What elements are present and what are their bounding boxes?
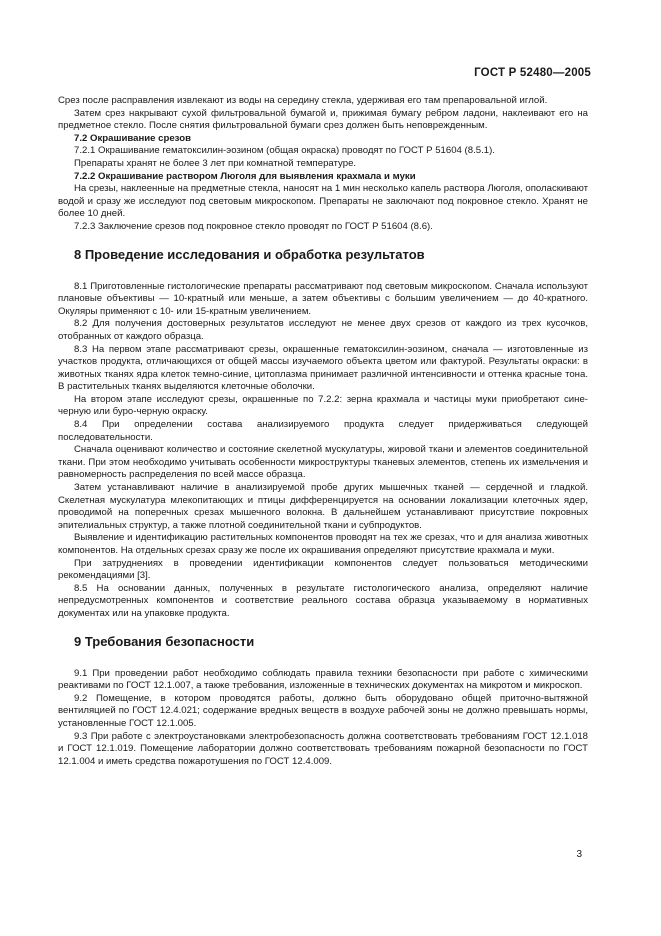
subsection-heading-7-2-2: 7.2.2 Окрашивание раствором Люголя для выявления крахмала и муки xyxy=(74,170,416,182)
document-body xyxy=(58,95,588,768)
paragraph-9-3: 9.3 При работе с электроустановками электробезопасность должна соответствовать требованиям ГОСТ 12.1.018 и ГОСТ 12.1.019. Помещение лаборатории должно соответствовать требованиям пожарной безопасности по ГОСТ 12.1.004 и иметь средства пожаротушения по ГОСТ 12.4.009. xyxy=(58,730,588,767)
paragraph: Затем устанавливают наличие в анализируемой пробе других мышечных тканей — сердечной и гладкой. Скелетная мускулатура млекопитающих и птицы дифференцируется на основании локализации клеточных ядер, проводимой на поперечных срезах мышечного волокна. В дальнейшем устанавливают присутствие покровных эпителиальных структур, а также плотной соединительной ткани и субпродуктов. xyxy=(58,482,588,531)
document-header: ГОСТ Р 52480—2005 xyxy=(474,67,591,79)
paragraph: Препараты хранят не более 3 лет при комнатной температуре. xyxy=(74,157,357,169)
paragraph-7-2-3: 7.2.3 Заключение срезов под покровное стекло проводят по ГОСТ Р 51604 (8.6). xyxy=(74,220,433,232)
paragraph-8-1: 8.1 Приготовленные гистологические препараты рассматривают под световым микроскопом. Сначала используют плановые объективы — 10-кратный или меньше, а затем объективы с большим увеличением — до 40-кратного. Окуляры применяют с 10- или 15-кратным увеличением. xyxy=(58,280,588,317)
paragraph: Сначала оценивают количество и состояние скелетной мускулатуры, жировой ткани и элементов соединительной ткани. При этом необходимо учитывать особенности микроструктуры тканевых элементов, степень их измельчения и равномерность распределения по всей массе образца. xyxy=(58,444,588,481)
section-heading-8: 8 Проведение исследования и обработка результатов xyxy=(74,246,425,262)
paragraph-7-2-1: 7.2.1 Окрашивание гематоксилин-эозином (общая окраска) проводят по ГОСТ Р 51604 (8.5.1). xyxy=(74,145,495,157)
paragraph-7-2-2: На срезы, наклеенные на предметные стекла, наносят на 1 мин несколько капель раствора Люголя, ополаскивают водой и сразу же исследуют под световым микроскопом. Препараты не заключают под покровное стекло. Хранят не более 10 дней. xyxy=(58,183,588,220)
paragraph: На втором этапе исследуют срезы, окрашенные по 7.2.2: зерна крахмала и частицы муки приобретают сине-черную или буро-черную окраску. xyxy=(58,393,588,418)
paragraph-8-2: 8.2 Для получения достоверных результатов исследуют не менее двух срезов от каждого из трех кусочков, отобранных от каждого образца. xyxy=(58,318,588,342)
paragraph-8-4: 8.4 При определении состава анализируемого продукта следует придерживаться следующей последовательности. xyxy=(58,419,588,443)
paragraph-8-5: 8.5 На основании данных, полученных в результате гистологического анализа, определяют наличие непредусмотренных компонентов и соответствие реального состава образца указываемому в нормативных документах или на упаковке продукта. xyxy=(58,582,588,619)
page-number: 3 xyxy=(576,849,582,860)
paragraph: Срез после расправления извлекают из воды на середину стекла, удерживая его там препаровальной иглой. xyxy=(58,95,548,106)
section-heading-9: 9 Требования безопасности xyxy=(74,633,255,649)
paragraph: При затруднениях в проведении идентификации компонентов следует пользоваться методическими рекомендациями [3]. xyxy=(58,557,588,582)
paragraph-9-2: 9.2 Помещение, в котором проводятся работы, должно быть оборудовано общей приточно-вытяжной вентиляцией по ГОСТ 12.4.021; содержание вредных веществ в воздухе рабочей зоны не должно превышать нормы, установленные ГОСТ 12.1.005. xyxy=(58,692,588,729)
paragraph: Затем срез накрывают сухой фильтровальной бумагой и, прижимая бумагу ребром ладони, наклеивают его на предметное стекло. После снятия фильтровальной бумаги срез должен быть неповрежденным. xyxy=(58,107,588,132)
paragraph-8-3: 8.3 На первом этапе рассматривают срезы, окрашенные гематоксилин-эозином, сначала — изготовленные из участков продукта, отличающихся от общей массы изучаемого объекта цветом или фактурой. Результаты окраски: в животных тканях ядра клеток темно-синие, цитоплазма принимает различной интенсивности и оттенка красные тона. В растительных тканях выделяются клеточные оболочки. xyxy=(58,343,588,393)
subsection-heading-7-2: 7.2 Окрашивание срезов xyxy=(74,132,191,144)
paragraph-9-1: 9.1 При проведении работ необходимо соблюдать правила техники безопасности при работе с химическими реактивами по ГОСТ 12.1.007, а также требования, изложенные в технических документах на микротом и микроскоп. xyxy=(58,667,588,692)
paragraph: Выявление и идентификацию растительных компонентов проводят на тех же срезах, что и для анализа животных компонентов. На отдельных срезах сразу же после их окрашивания определяют присутствие крахмала и муки. xyxy=(58,532,588,556)
